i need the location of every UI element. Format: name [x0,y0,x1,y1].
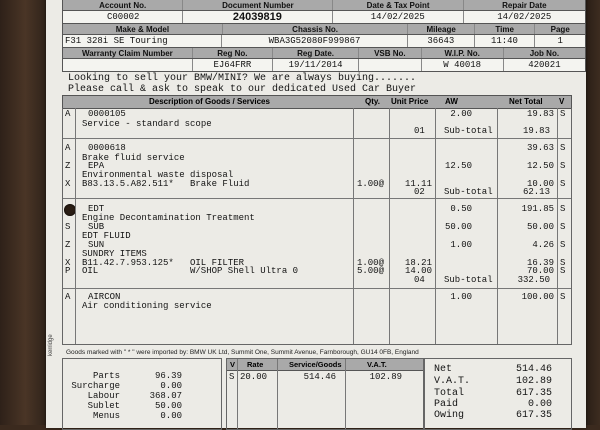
item-title: Engine Decontamination Treatment [82,213,255,223]
job-no-label: Job No. [529,49,560,58]
net-value: 514.46 [515,364,552,375]
wip-no-label: W.I.P. No. [422,48,504,59]
item-net: 10.00 [526,179,554,189]
subtotal-value: 332.50 [517,275,550,285]
item-vat-code: S [560,179,566,189]
time-label: Time [475,24,536,35]
part-description: OIL FILTER [190,258,245,268]
account-no-value: C00002 [63,11,183,24]
chassis-no-value: WBA3G52080F999867 [222,35,408,47]
part-description: Brake Fluid [190,179,250,189]
item-ref: SUN [88,240,105,250]
subtotal-value: 19.83 [522,126,550,136]
service-goods-value: 514.46 [303,372,336,382]
net-total-header: Net Total [509,97,543,106]
subtotal-label: Sub-total [444,187,493,197]
parts-label: Parts [92,371,120,381]
import-footnote: Goods marked with " * " were imported by: BMW UK Ltd, Summit One, Summit Avenue, Farnborough, GU14 0FB, England [66,349,419,356]
time-value: 11:40 [475,35,536,47]
item-net: 12.50 [526,161,554,171]
service-goods-header: Service/Goods [289,360,342,369]
item-vat-code: S [560,292,566,302]
page-label: Page [550,25,570,34]
part-unit-price: 14.00 [404,266,432,276]
item-net: 19.83 [526,109,554,119]
item-aw: 50.00 [444,222,472,232]
part-description: W/SHOP Shell Ultra 0 [190,266,299,276]
promo-line-1: Looking to sell your BMW/MINI? We are always buying....... [68,73,417,84]
item-vat-code: S [560,204,566,214]
item-aw: 2.00 [450,109,472,119]
item-code: Z [65,161,71,171]
part-unit-price: 18.21 [404,258,432,268]
promo-line-2: Please call & ask to speak to our dedicated Used Car Buyer [68,84,417,95]
item-ref: EDT [88,204,105,214]
col-divider [353,108,354,344]
total-label: Total [434,388,465,399]
page-value: 1 [557,36,563,46]
document-number-label: Document Number [183,0,333,11]
qty-header: Qty. [365,97,380,106]
account-no-label: Account No. [63,0,183,11]
vsb-no-value [359,59,421,71]
surcharge-value: 0.00 [160,381,182,391]
item-vat-code: S [560,258,566,268]
subtotal-value: 62.13 [522,187,550,197]
item-title: EDT FLUID [82,231,131,241]
item-aw: 12.50 [444,161,472,171]
item-vat-code: S [560,109,566,119]
item-vat-code: S [560,266,566,276]
item-title: Environmental waste disposal [82,170,234,180]
item-vat-code: S [560,222,566,232]
aw-header: AW [445,97,458,106]
item-code: A [65,292,71,302]
wooden-table-right [586,0,600,425]
item-net: 70.00 [526,266,554,276]
col-divider [389,108,390,344]
item-code: A [65,109,71,119]
wooden-table-left [0,0,46,425]
wip-no-value: W 40018 [422,59,504,71]
part-number: B83.13.5.A82.511* [82,179,174,189]
item-aw: 0.50 [450,204,472,214]
vat-code-header: V [230,360,236,369]
part-qty: 1.00@ [356,258,384,268]
item-net: 191.85 [521,204,554,214]
total-value: 617.35 [515,388,552,399]
item-title: Service - standard scope [82,119,212,129]
item-aw: 1.00 [450,292,472,302]
document-number-value: 24039819 [183,11,333,24]
item-vat-code: S [560,240,566,250]
part-qty: 5.00@ [356,266,384,276]
warranty-claim-value [63,59,193,71]
menus-value: 0.00 [160,411,182,421]
item-title: Brake fluid service [82,153,185,163]
subtotal-no: 01 [414,126,425,136]
item-net: 39.63 [526,143,554,153]
mileage-value: 36643 [408,35,475,47]
vat-header: V.A.T. [367,360,387,369]
sublet-label: Sublet [87,401,120,411]
date-tax-point-label: Date & Tax Point [333,0,463,11]
item-net: 50.00 [526,222,554,232]
col-divider [75,108,76,344]
item-code: P [65,266,71,276]
vat-code: S [229,372,235,382]
sublet-value: 50.00 [154,401,182,411]
col-divider [557,108,558,344]
header-row2-values [62,34,586,48]
section-divider [63,138,571,139]
paid-label: Paid [434,399,459,410]
surcharge-label: Surcharge [71,381,120,391]
chassis-no-label: Chassis No. [223,24,409,35]
part-qty: 1.00@ [356,179,384,189]
section-divider [63,288,571,289]
vsb-no-label: VSB No. [359,48,421,59]
rate-header: Rate [247,360,264,369]
net-label: Net [434,364,453,375]
vat-analysis-box [226,358,424,430]
owing-label: Owing [434,410,465,421]
item-ref: EPA [88,161,105,171]
warranty-claim-label: Warranty Claim Number [63,48,193,59]
item-aw: 1.00 [450,240,472,250]
reg-no-value: EJ64FRR [193,59,273,71]
make-model-label: Make & Model [63,24,223,35]
item-code: S [65,222,71,232]
subtotal-no: 02 [414,187,425,197]
description-header: Description of Goods / Services [149,97,270,106]
part-number: B11.42.7.953.125* [82,258,174,268]
reg-no-label: Reg No. [193,48,273,59]
subtotal-label: Sub-total [444,275,493,285]
item-title: SUNDRY ITEMS [82,249,147,259]
parts-value: 96.39 [154,371,182,381]
item-net: 100.00 [521,292,554,302]
item-ref: SUB [88,222,105,232]
date-tax-point-value: 14/02/2025 [333,11,463,24]
labour-value: 368.07 [149,391,182,401]
item-net: 16.39 [526,258,554,268]
header-row3-values [62,58,586,72]
repair-date-value: 14/02/2025 [497,12,552,22]
items-table-header [62,95,572,109]
labour-label: Labour [87,391,120,401]
menus-label: Menus [92,411,120,421]
reg-date-label: Reg Date. [273,48,359,59]
vat-value: 102.89 [369,372,402,382]
job-no-value: 420021 [528,60,561,70]
mileage-label: Mileage [408,24,475,35]
printer-brand-text: kerridge [48,334,54,356]
item-code: X [65,258,71,268]
item-ref: AIRCON [88,292,121,302]
item-ref: 0000618 [88,143,126,153]
vat-analysis-header [227,359,423,371]
item-net: 4.26 [532,240,554,250]
section-divider [63,198,571,199]
subtotal-label: Sub-total [444,126,493,136]
col-divider [345,359,346,429]
item-vat-code: S [560,143,566,153]
col-divider [237,359,238,429]
col-divider [435,108,436,344]
subtotal-no: 04 [414,275,425,285]
col-divider [277,359,278,429]
repair-date-label: Repair Date [502,1,547,10]
item-code: X [65,179,71,189]
item-ref: OIL [82,266,99,276]
make-model-value: F31 328i SE Touring [63,35,222,47]
item-vat-code: S [560,161,566,171]
item-code: A [65,143,71,153]
v-header: V [559,97,565,106]
vat-rate: 20.00 [240,372,268,382]
part-unit-price: 11.11 [404,179,432,189]
owing-value: 617.35 [515,410,552,421]
paid-value: 0.00 [527,399,552,410]
unit-price-header: Unit Price [391,97,429,106]
vat-total-label: V.A.T. [434,376,471,387]
col-divider [497,108,498,344]
reg-date-value: 19/11/2014 [273,59,359,71]
item-title: Air conditioning service [82,301,212,311]
item-code: Z [65,240,71,250]
vat-total-value: 102.89 [515,376,552,387]
item-ref: 0000105 [88,109,126,119]
